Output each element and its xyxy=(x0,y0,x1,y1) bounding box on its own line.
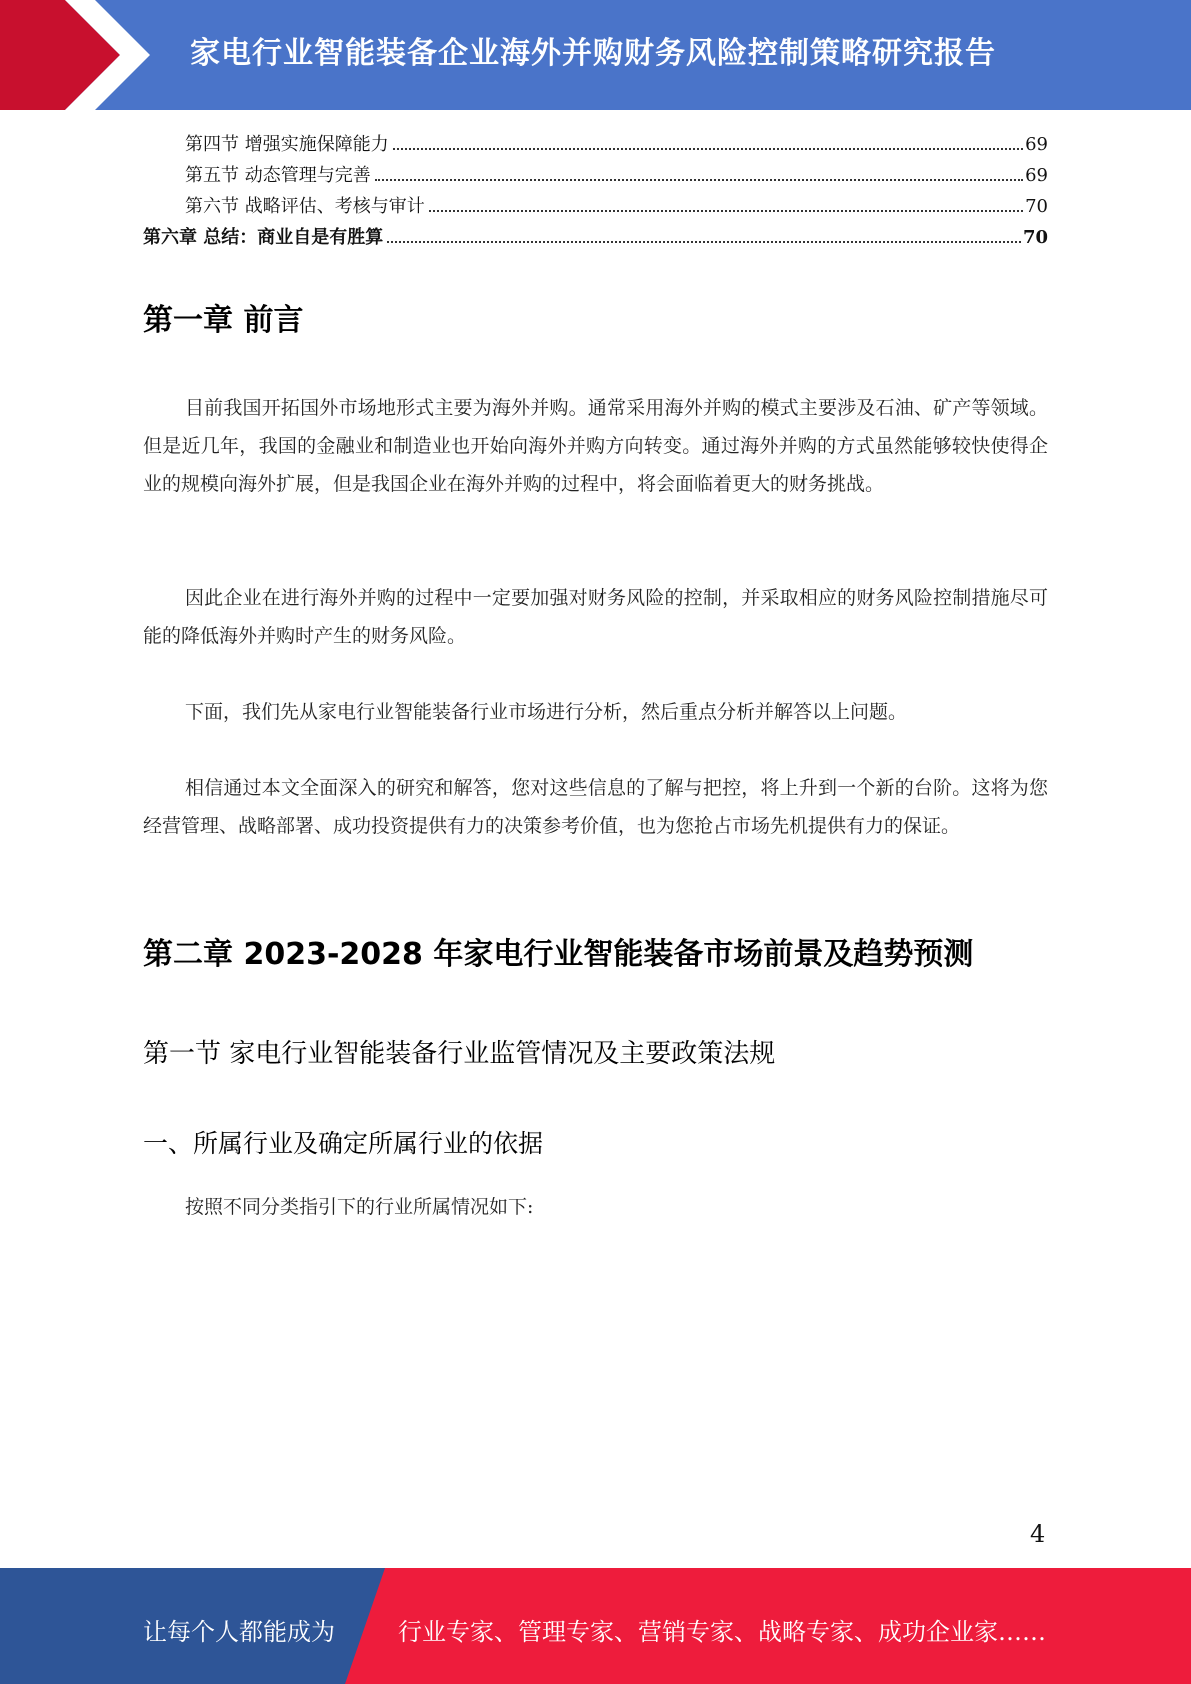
table-of-contents xyxy=(143,130,1048,254)
subsection-heading: 一、所属行业及确定所属行业的依据 xyxy=(143,1129,544,1158)
paragraph: 下面，我们先从家电行业智能装备行业市场进行分析，然后重点分析并解答以上问题。 xyxy=(185,701,908,723)
toc-item-label: 第四节 增强实施保障能力 xyxy=(185,134,389,155)
toc-leader-dots xyxy=(387,241,1021,243)
toc-chapter-item[interactable] xyxy=(143,223,1048,254)
toc-item-page: 70 xyxy=(1022,227,1048,248)
paragraph: 相信通过本文全面深入的研究和解答，您对这些信息的了解与把控，将上升到一个新的台阶。这将为您经营管理、战略部署、成功投资提供有力的决策参考价值，也为您抢占市场先机提供有力的保证。 xyxy=(143,777,1048,837)
toc-item-label: 第五节 动态管理与完善 xyxy=(185,165,371,186)
chapter-2-heading: 第二章 2023-2028 年家电行业智能装备市场前景及趋势预测 xyxy=(143,937,974,972)
toc-item[interactable] xyxy=(143,130,1048,161)
toc-item-label: 第六节 战略评估、考核与审计 xyxy=(185,196,425,217)
paragraph: 因此企业在进行海外并购的过程中一定要加强对财务风险的控制，并采取相应的财务风险控制措施尽可能的降低海外并购时产生的财务风险。 xyxy=(143,587,1048,647)
toc-item[interactable] xyxy=(143,192,1048,223)
toc-leader-dots xyxy=(375,179,1023,181)
toc-leader-dots xyxy=(393,148,1023,150)
toc-item-page: 69 xyxy=(1025,134,1048,155)
header-banner xyxy=(0,0,1191,110)
toc-leader-dots xyxy=(429,210,1023,212)
report-title: 家电行业智能装备企业海外并购财务风险控制策略研究报告 xyxy=(190,36,996,71)
footer-slogan-right: 行业专家、管理专家、营销专家、战略专家、成功企业家…… xyxy=(398,1618,1046,1646)
page-number: 4 xyxy=(1030,1520,1046,1548)
toc-item-page: 70 xyxy=(1025,196,1048,217)
toc-item-label: 第六章 总结：商业自是有胜算 xyxy=(143,227,384,248)
chapter-1-heading: 第一章 前言 xyxy=(143,303,304,338)
footer-slogan-left: 让每个人都能成为 xyxy=(143,1618,335,1646)
footer-banner xyxy=(0,1568,1191,1684)
paragraph: 按照不同分类指引下的行业所属情况如下: xyxy=(185,1196,534,1218)
paragraph: 目前我国开拓国外市场地形式主要为海外并购。通常采用海外并购的模式主要涉及石油、矿产等领域。但是近几年，我国的金融业和制造业也开始向海外并购方向转变。通过海外并购的方式虽然能够较快使得企业的规模向海外扩展，但是我国企业在海外并购的过程中，将会面临着更大的财务挑战。 xyxy=(143,397,1048,495)
toc-item[interactable] xyxy=(143,161,1048,192)
section-heading: 第一节 家电行业智能装备行业监管情况及主要政策法规 xyxy=(143,1039,776,1069)
toc-item-page: 69 xyxy=(1025,165,1048,186)
